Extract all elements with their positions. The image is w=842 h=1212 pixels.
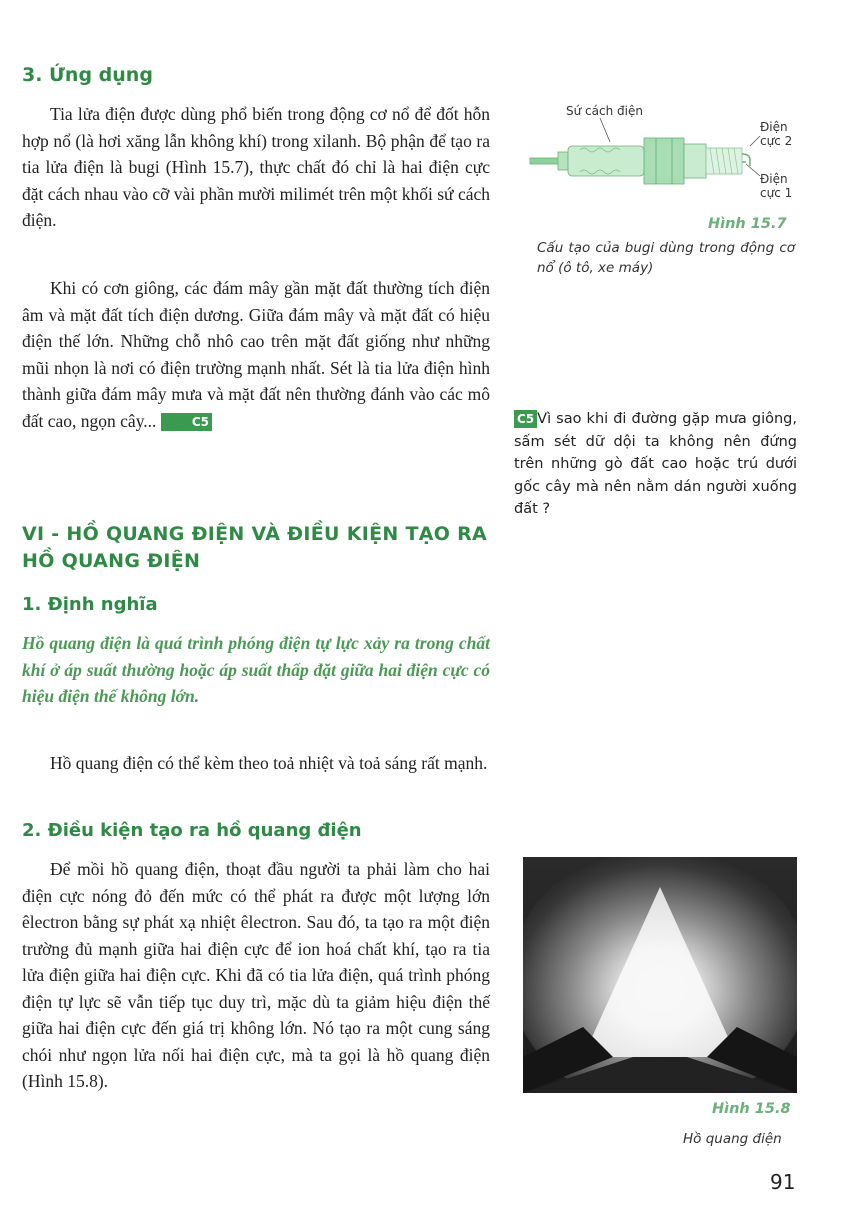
section-heading-ung-dung: 3. Ứng dụng [22, 64, 153, 86]
section-heading-arc-line1: VI - HỒ QUANG ĐIỆN VÀ ĐIỀU KIỆN TẠO RA [22, 523, 488, 545]
label-insulator: Sứ cách điện [566, 104, 643, 118]
label-electrode-1-line2: cực 1 [760, 186, 793, 200]
subheading-arc-conditions: 2. Điều kiện tạo ra hồ quang điện [22, 820, 362, 841]
label-electrode-1-line1: Điện [760, 172, 788, 186]
page-number: 91 [770, 1170, 796, 1194]
arc-photo [523, 857, 797, 1093]
figure-spark-plug [520, 102, 810, 222]
paragraph-lightning [22, 275, 490, 434]
c5-question-text: Vì sao khi đi đường gặp mưa giông, sấm sét dữ dội ta không nên đứng trên những gò đất cao hoặc trú dưới gốc cây mà nên nằm dán người xuống đất ? [514, 411, 797, 517]
paragraph-arc-heat-light: Hồ quang điện có thể kèm theo toả nhiệt và toả sáng rất mạnh. [50, 753, 488, 773]
definition-arc: Hồ quang điện là quá trình phóng điện tự lực xảy ra trong chất khí ở áp suất thường hoặc áp suất thấp đặt giữa hai điện cực có hiệu điện thế không lớn. [22, 633, 490, 706]
paragraph-spark-application: Tia lửa điện được dùng phổ biến trong động cơ nổ để đốt hỗn hợp nổ (là hơi xăng lẫn không khí) trong xilanh. Bộ phận để tạo ra tia lửa điện là bugi (Hình 15.7), thực chất đó chỉ là hai điện cực đặt cách nhau vào cỡ vài phần mười milimét trên một khối sứ cách điện. [22, 104, 490, 230]
section-heading-arc [22, 521, 502, 575]
figure-15-7-caption: Cấu tạo của bugi dùng trong động cơ nổ (ô tô, xe máy) [537, 240, 795, 276]
subheading-definition: 1. Định nghĩa [22, 594, 158, 615]
label-electrode-2-line1: Điện [760, 120, 788, 134]
paragraph-arc-conditions: Để mồi hồ quang điện, thoạt đầu người ta phải làm cho hai điện cực nóng đỏ đến mức có thể phát ra được một lượng lớn êlectron bằng sự phát xạ nhiệt êlectron. Sau đó, ta tạo ra một điện trường đủ mạnh giữa hai điện cực để ion hoá chất khí, tạo ra tia lửa điện giữa hai điện cực. Khi đã có tia lửa điện, quá trình phóng điện tự lực sẽ vẫn tiếp tục duy trì, mặc dù ta giảm hiệu điện thế giữa hai điện cực đến giá trị không lớn. Nó tạo ra một cung sáng chói như ngọn lửa nối hai điện cực, mà ta gọi là hồ quang điện (Hình 15.8). [22, 859, 490, 1091]
figure-15-8-title: Hình 15.8 [712, 1101, 791, 1117]
label-electrode-2-line2: cực 2 [760, 134, 793, 148]
c5-marker: C5 [161, 413, 212, 431]
figure-15-8-caption: Hồ quang điện [683, 1131, 782, 1147]
c5-question [514, 408, 797, 521]
section-heading-arc-line2: HỒ QUANG ĐIỆN [22, 550, 201, 572]
figure-15-7-title: Hình 15.7 [708, 216, 787, 232]
spark-plug-illustration [520, 102, 810, 222]
paragraph-lightning-text: Khi có cơn giông, các đám mây gần mặt đất thường tích điện âm và mặt đất tích điện dương. Giữa đám mây và mặt đất có hiệu điện thế lớn. Những chỗ nhô cao trên mặt đất giống như những mũi nhọn là nơi có điện trường mạnh nhất. Sét là tia lửa điện hình thành giữa đám mây mưa và mặt đất nên thường đánh vào các mô đất cao, ngọn cây... [22, 278, 490, 431]
c5-question-marker: C5 [514, 410, 537, 428]
